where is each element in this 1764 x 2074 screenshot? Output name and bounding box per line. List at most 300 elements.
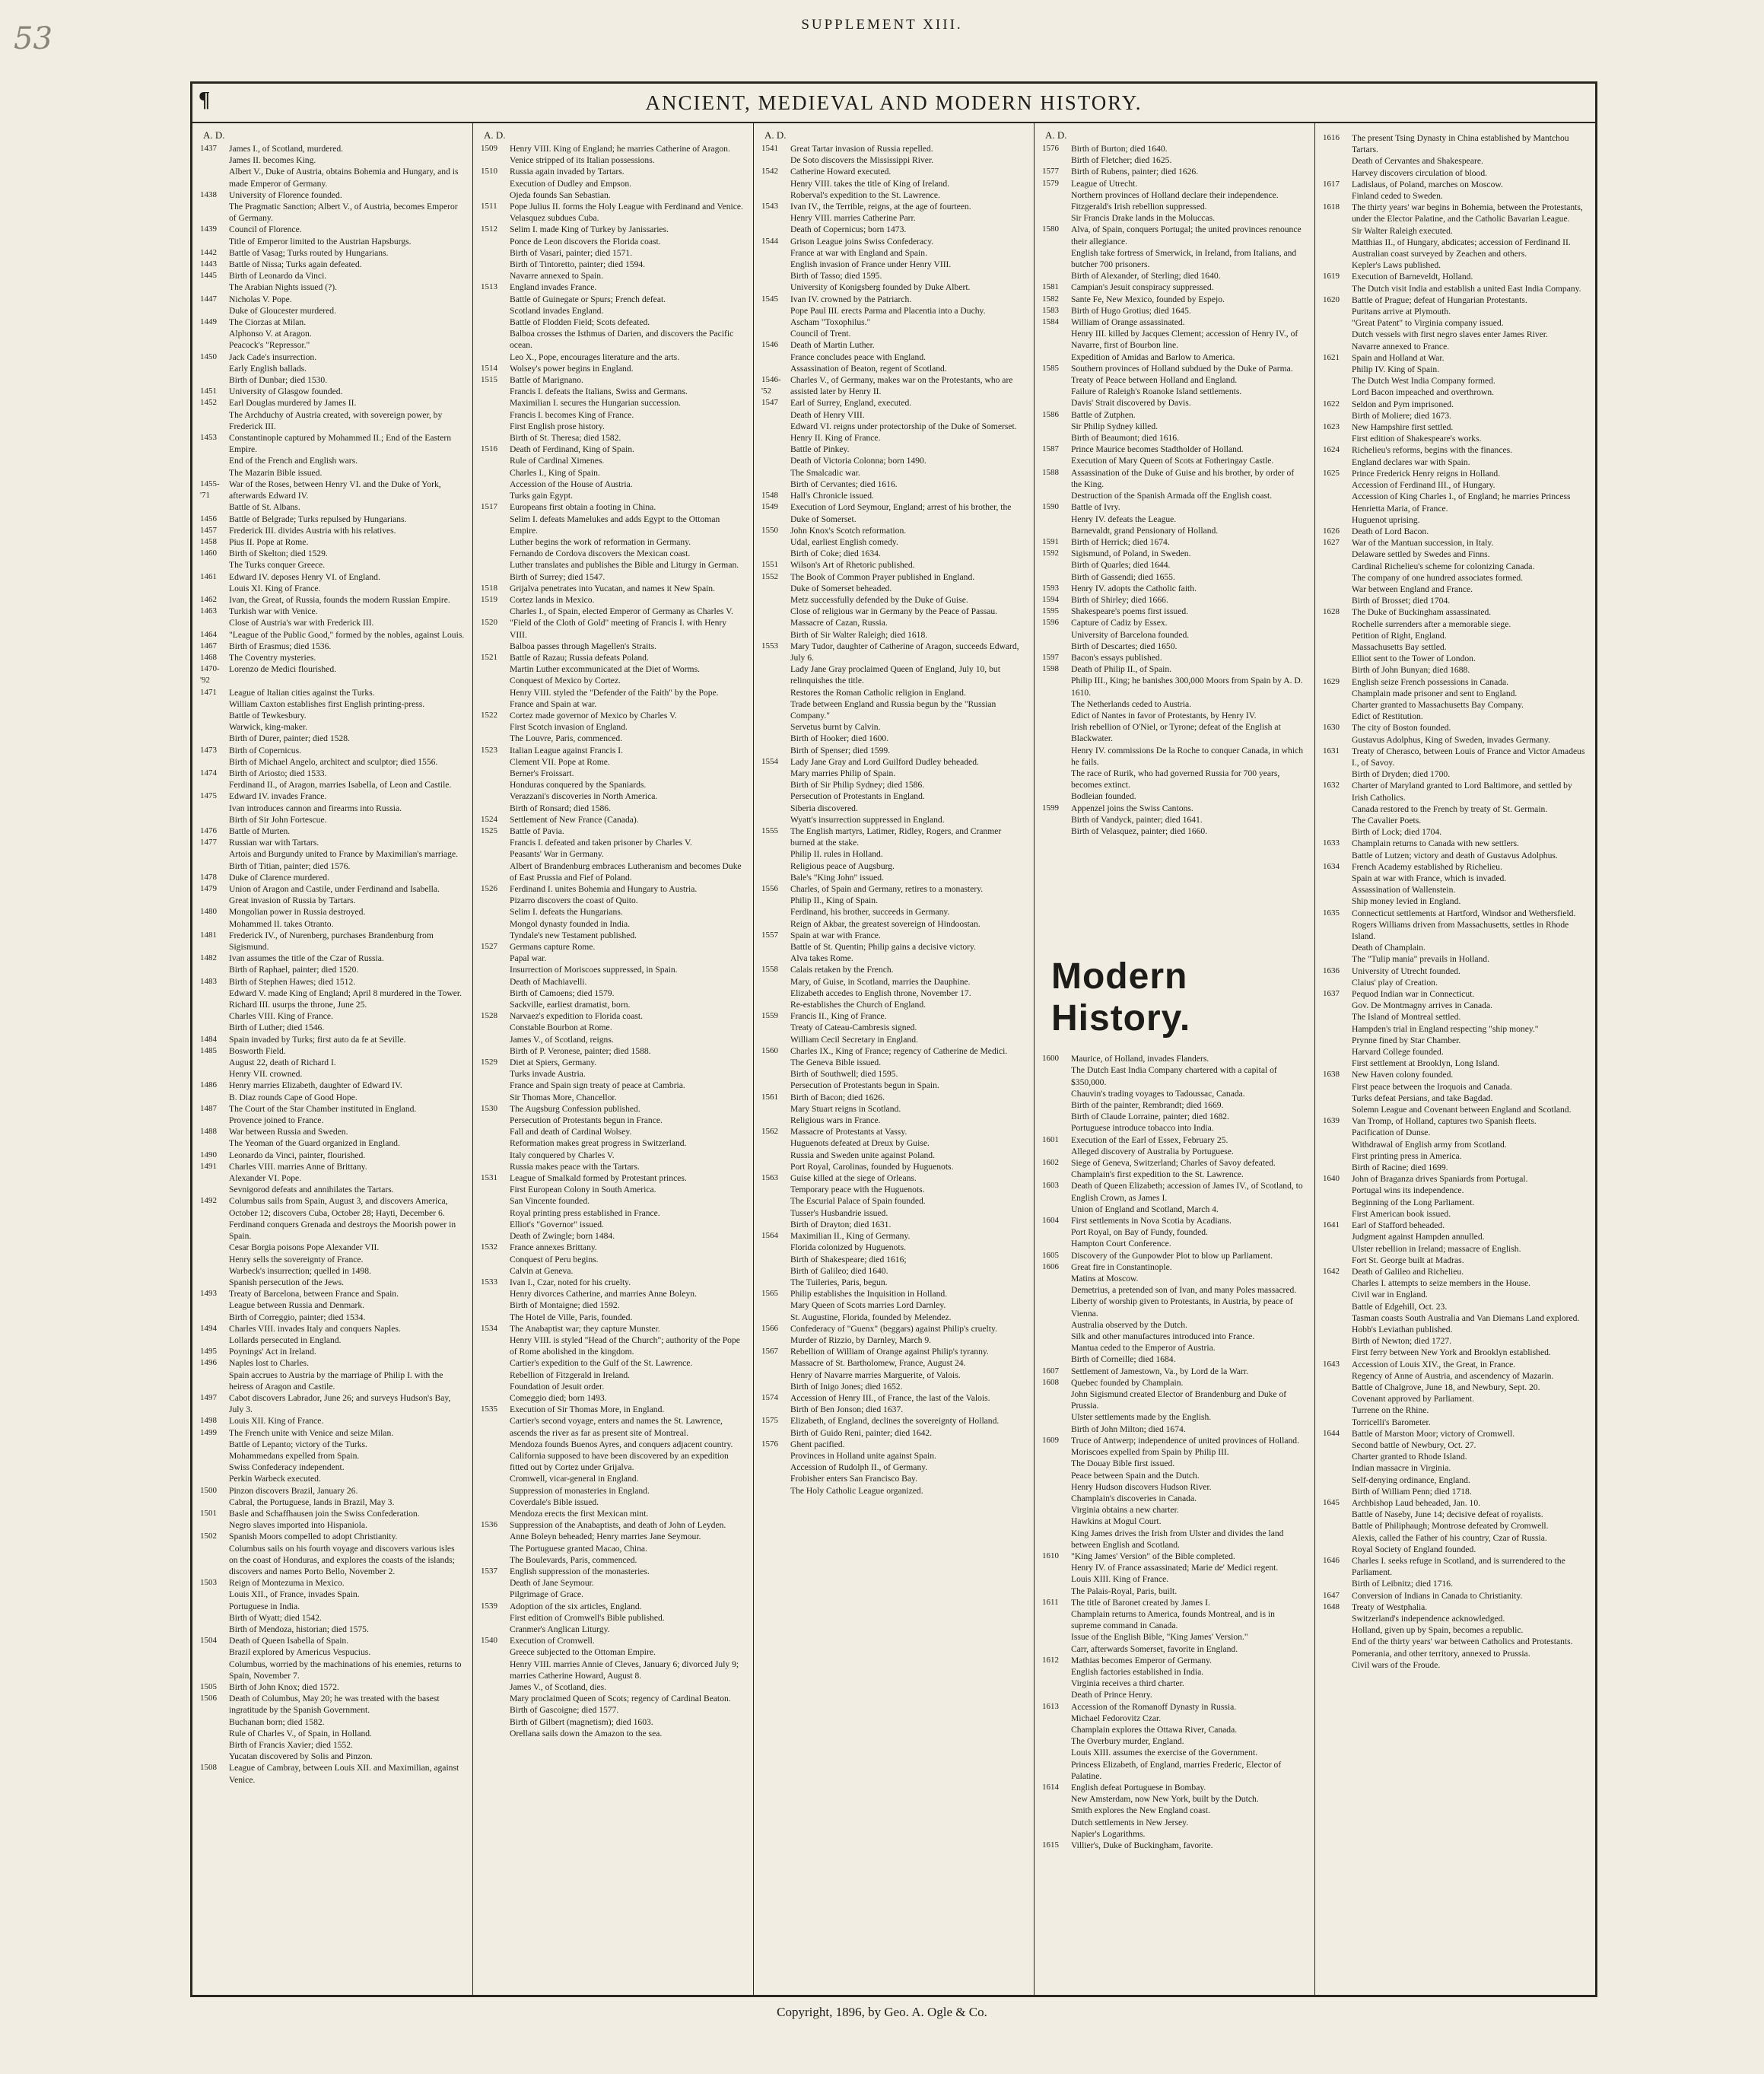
timeline-entry — [481, 617, 745, 640]
entry-year: 1437 — [200, 144, 217, 153]
entry-event: The Arabian Nights issued (?). — [229, 282, 337, 293]
timeline-entry — [200, 1323, 465, 1334]
entry-event: Henry VII. crowned. — [229, 1069, 303, 1080]
entry-year: 1566 — [761, 1323, 778, 1333]
entry-event: Edward V. made King of England; April 8 murdered in the Tower. — [229, 988, 462, 998]
entry-event: Birth of Cervantes; died 1616. — [790, 479, 898, 489]
entry-event: Conversion of Indians in Canada to Christianity. — [1352, 1590, 1523, 1601]
timeline-entry — [200, 1751, 465, 1762]
entry-year — [481, 1288, 510, 1299]
entry-year — [1323, 1093, 1352, 1104]
timeline-entry — [200, 559, 465, 571]
timeline-entry — [761, 1115, 1026, 1126]
entry-year — [761, 918, 790, 930]
entry-year — [761, 1254, 790, 1265]
entry-event: Petition of Right, England. — [1352, 630, 1447, 641]
entry-event: Calais retaken by the French. — [790, 965, 894, 975]
entry-event: Civil war in England. — [1352, 1290, 1428, 1300]
entry-event: Shakespeare's poems first issued. — [1071, 606, 1189, 617]
entry-event: "League of the Public Good," formed by the nobles, against Louis. — [229, 629, 465, 640]
timeline-entry — [481, 1693, 745, 1704]
timeline-entry — [200, 571, 465, 583]
timeline-entry — [481, 1589, 745, 1600]
entry-event: War between Russia and Sweden. — [229, 1127, 348, 1137]
timeline-entry — [761, 1334, 1026, 1346]
entry-event: Duke of Gloucester murdered. — [229, 305, 337, 316]
timeline-entry — [1323, 676, 1588, 688]
entry-event: Seldon and Pym imprisoned. — [1352, 399, 1454, 409]
timeline-entry — [481, 444, 745, 455]
timeline-entry — [481, 1219, 745, 1230]
entry-event: Mendoza erects the first Mexican mint. — [510, 1508, 649, 1519]
entry-year: 1575 — [761, 1416, 778, 1426]
entry-year: 1605 — [1042, 1250, 1059, 1260]
timeline-entry — [481, 687, 745, 698]
entry-event: University of Konigsberg founded by Duke Albert. — [790, 282, 971, 293]
timeline-entry — [200, 1195, 465, 1218]
entry-event: Henry IV. commissions De la Roche to conquer Canada, in which he fails. — [1071, 745, 1304, 767]
entry-year: 1531 — [481, 1173, 497, 1183]
entry-year: 1626 — [1323, 526, 1340, 536]
entry-event: Turks gain Egypt. — [510, 491, 573, 501]
entry-event: Death of Galileo and Richelieu. — [1352, 1266, 1464, 1277]
timeline-entry — [200, 1346, 465, 1357]
entry-year — [481, 756, 510, 768]
timeline-entry — [1323, 375, 1588, 386]
timeline-entry — [481, 1439, 745, 1450]
entry-event: Civil wars of the Froude. — [1352, 1659, 1441, 1670]
entry-year — [481, 1473, 510, 1484]
entry-event: Alphonso V. at Aragon. — [229, 329, 312, 339]
entry-year: 1549 — [761, 502, 778, 512]
entry-event: Navarre annexed to France. — [1352, 341, 1450, 351]
timeline-entry — [761, 143, 1026, 154]
timeline-entry — [1323, 444, 1588, 456]
entry-event: Sir Philip Sydney killed. — [1071, 421, 1159, 431]
timeline-entry — [761, 941, 1026, 953]
entry-year — [1042, 154, 1071, 166]
entry-year — [1323, 1162, 1352, 1173]
entry-event: Massacre of Protestants at Vassy. — [790, 1127, 907, 1137]
entry-event: B. Diaz rounds Cape of Good Hope. — [229, 1092, 358, 1102]
timeline-entry — [481, 270, 745, 282]
entry-event: Southern provinces of Holland subdued by the Duke of Parma. — [1071, 363, 1293, 374]
entry-event: Francis I. defeats the Italians, Swiss and Germans. — [510, 386, 688, 397]
timeline-entry — [1323, 167, 1588, 179]
entry-event: Champlain returns to America, founds Montreal, and is in supreme command in Canada. — [1071, 1608, 1275, 1631]
entry-year — [1323, 341, 1352, 352]
entry-year — [1042, 1689, 1071, 1700]
entry-year — [481, 559, 510, 571]
entry-year — [481, 1161, 510, 1172]
timeline-entry — [481, 883, 745, 895]
timeline-entry — [1042, 1377, 1307, 1388]
entry-event: Champlain returns to Canada with new settlers. — [1352, 838, 1519, 849]
entry-event: Execution of the Earl of Essex, February 25. — [1071, 1134, 1228, 1145]
timeline-entry — [200, 397, 465, 409]
entry-year — [761, 629, 790, 641]
entry-event: Lady Jane Gray and Lord Guilford Dudley beheaded. — [790, 756, 979, 767]
timeline-entry — [1042, 363, 1307, 374]
timeline-entry — [1323, 1555, 1588, 1578]
entry-year: 1618 — [1323, 202, 1340, 212]
timeline-entry — [481, 421, 745, 432]
entry-event: Elizabeth accedes to English throne, November 17. — [790, 988, 971, 998]
entry-event: Port Royal, on Bay of Fundy, founded. — [1071, 1227, 1208, 1238]
entry-year: 1592 — [1042, 549, 1059, 558]
entry-event: Ascham "Toxophilus." — [790, 317, 871, 328]
entry-event: Princess Elizabeth, of England, marries Frederic, Elector of Palatine. — [1071, 1759, 1282, 1781]
entry-event: Charles I., of Spain, elected Emperor of Germany as Charles V. — [510, 606, 733, 617]
entry-year — [481, 1450, 510, 1473]
entry-year — [761, 305, 790, 317]
entry-year — [761, 663, 790, 686]
timeline-entry — [481, 1126, 745, 1137]
entry-event: Battle of Pavia. — [510, 825, 564, 836]
timeline-entry — [481, 918, 745, 930]
timeline-entry — [1323, 1277, 1588, 1289]
entry-year — [1323, 248, 1352, 259]
entry-event: Lollards persecuted in England. — [229, 1334, 342, 1345]
entry-year: 1613 — [1042, 1701, 1059, 1711]
entry-event: Union of England and Scotland, March 4. — [1071, 1204, 1219, 1214]
timeline-entry — [761, 317, 1026, 328]
entry-event: Pius II. Pope at Rome. — [229, 536, 309, 547]
entry-event: Battle of Nissa; Turks again defeated. — [229, 259, 362, 270]
entry-year: 1443 — [200, 259, 217, 269]
timeline-entry — [1323, 479, 1588, 491]
timeline-entry — [200, 339, 465, 351]
entry-event: The Mazarin Bible issued. — [229, 467, 323, 478]
entry-year: 1451 — [200, 386, 217, 396]
entry-event: Ivan introduces cannon and firearms into Russia. — [229, 803, 402, 813]
entry-event: The Hotel de Ville, Paris, founded. — [510, 1312, 633, 1322]
timeline-entry — [761, 305, 1026, 317]
entry-event: Treaty of Barcelona, between France and Spain. — [229, 1289, 399, 1299]
timeline-entry — [761, 1427, 1026, 1439]
timeline-entry — [200, 895, 465, 906]
entry-event: Canada restored to the French by treaty of St. Germain. — [1352, 803, 1548, 814]
entry-year — [200, 1057, 229, 1068]
timeline-entry — [200, 779, 465, 790]
timeline-entry — [481, 803, 745, 814]
timeline-entry — [1323, 1636, 1588, 1647]
entry-year — [1042, 1747, 1071, 1758]
timeline-entry — [1042, 501, 1307, 513]
entry-event: Mohammed II. takes Otranto. — [229, 918, 334, 929]
timeline-entry — [1323, 1602, 1588, 1613]
entry-year: 1576 — [1042, 144, 1059, 153]
timeline-entry — [1042, 1631, 1307, 1643]
entry-event: Ship money levied in England. — [1352, 896, 1461, 907]
entry-year — [1323, 1058, 1352, 1069]
entry-year — [1323, 479, 1352, 491]
entry-event: Orellana sails down the Amazon to the sea. — [510, 1728, 663, 1738]
entry-event: Balboa crosses the Isthmus of Darien, and discovers the Pacific ocean. — [510, 329, 734, 351]
timeline-entry — [200, 1057, 465, 1068]
timeline-entry — [481, 814, 745, 825]
entry-event: August 22, death of Richard I. — [229, 1058, 336, 1068]
timeline-entry — [1042, 166, 1307, 177]
entry-event: The Tuileries, Paris, begun. — [790, 1277, 888, 1287]
entry-event: Pizarro discovers the coast of Quito. — [510, 895, 638, 906]
entry-year — [761, 1057, 790, 1068]
entry-year — [1042, 629, 1071, 641]
entry-year — [481, 999, 510, 1010]
entry-event: Pequod Indian war in Connecticut. — [1352, 989, 1475, 1000]
entry-year — [481, 178, 510, 189]
entry-event: Confederacy of "Guenx" (beggars) against Philip's cruelty. — [790, 1323, 997, 1334]
entry-event: Artois and Burgundy united to France by Maximilian's marriage. — [229, 849, 459, 860]
timeline-entry — [761, 976, 1026, 988]
entry-year — [1323, 259, 1352, 271]
entry-event: The city of Boston founded. — [1352, 723, 1451, 733]
timeline-entry — [200, 1716, 465, 1728]
entry-year: 1590 — [1042, 502, 1059, 512]
timeline-entry — [761, 467, 1026, 479]
entry-event: The company of one hundred associates formed. — [1352, 572, 1524, 583]
entry-event: Birth of John Milton; died 1674. — [1071, 1423, 1186, 1434]
timeline-entry — [1042, 710, 1307, 721]
entry-event: Papal war. — [510, 953, 547, 964]
entry-year — [1323, 641, 1352, 653]
entry-year — [200, 201, 229, 224]
entry-year: 1625 — [1323, 468, 1340, 478]
entry-event: Birth of Coke; died 1634. — [790, 549, 881, 559]
entry-year — [1323, 826, 1352, 838]
timeline-entry — [761, 259, 1026, 270]
entry-event: Wyatt's insurrection suppressed in England. — [790, 814, 945, 825]
entry-year — [1323, 1462, 1352, 1474]
timeline-entry — [761, 1034, 1026, 1045]
entry-year — [1323, 1139, 1352, 1150]
entry-year — [1042, 1713, 1071, 1724]
entry-year: 1632 — [1323, 781, 1340, 790]
entry-year — [1042, 386, 1071, 397]
entry-year — [1323, 549, 1352, 560]
entry-year — [761, 1473, 790, 1484]
entry-year — [481, 351, 510, 363]
entry-event: Close of Austria's war with Frederick III. — [229, 618, 374, 628]
entry-year: 1581 — [1042, 282, 1059, 292]
entry-year: 1543 — [761, 202, 778, 212]
timeline-entry — [1042, 1493, 1307, 1504]
entry-event: The English martyrs, Latimer, Ridley, Rogers, and Cranmer burned at the stake. — [790, 825, 1002, 848]
entry-event: The Island of Montreal settled. — [1352, 1012, 1461, 1023]
entry-event: Birth of Velasquez, painter; died 1660. — [1071, 825, 1208, 836]
entry-year: 1594 — [1042, 594, 1059, 604]
timeline-entry — [1042, 571, 1307, 583]
timeline-entry — [481, 1115, 745, 1126]
timeline-entry — [200, 1022, 465, 1033]
timeline-entry — [200, 1092, 465, 1103]
timeline-entry — [761, 397, 1026, 409]
entry-year — [1042, 1470, 1071, 1481]
entry-event: First settlement at Brooklyn, Long Island. — [1352, 1058, 1500, 1069]
entry-year — [1323, 572, 1352, 584]
entry-year — [761, 768, 790, 779]
timeline-entry — [481, 1659, 745, 1681]
entry-year: 1641 — [1323, 1220, 1340, 1230]
entry-event: Elliot sent to the Tower of London. — [1352, 654, 1476, 664]
entry-event: The French unite with Venice and seize Milan. — [229, 1427, 394, 1438]
entry-year: 1499 — [200, 1427, 217, 1437]
entry-event: Dutch vessels with first negro slaves enter James River. — [1352, 329, 1548, 340]
entry-year — [1042, 1446, 1071, 1458]
entry-event: Birth of Fletcher; died 1625. — [1071, 155, 1172, 166]
entry-year — [1042, 1493, 1071, 1504]
timeline-entry — [1323, 410, 1588, 421]
entry-year — [1042, 571, 1071, 583]
entry-event: Roberval's expedition to the St. Lawrence. — [790, 189, 940, 200]
entry-year — [1042, 1458, 1071, 1469]
entry-event: Issue of the English Bible, "King James' Version." — [1071, 1632, 1248, 1643]
entry-event: England declares war with Spain. — [1352, 456, 1470, 467]
entry-event: Jack Cade's insurrection. — [229, 351, 317, 362]
timeline-entry — [481, 1161, 745, 1172]
entry-year: 1612 — [1042, 1655, 1059, 1665]
timeline-entry — [761, 594, 1026, 606]
timeline-entry — [200, 964, 465, 975]
entry-year — [1042, 768, 1071, 790]
entry-year — [1323, 1312, 1352, 1324]
timeline-entry — [761, 1369, 1026, 1381]
entry-year: 1630 — [1323, 723, 1340, 733]
timeline-entry — [761, 883, 1026, 895]
entry-event: Kepler's Laws published. — [1352, 260, 1441, 271]
entry-year — [761, 617, 790, 628]
entry-year: 1601 — [1042, 1134, 1059, 1144]
entry-event: Virginia obtains a new charter. — [1071, 1505, 1179, 1516]
entry-event: Poynings' Act in Ireland. — [229, 1347, 316, 1357]
entry-event: Cabot discovers Labrador, June 26; and surveys Hudson's Bay, July 3. — [229, 1392, 451, 1415]
entry-event: Duke of Somerset beheaded. — [790, 583, 892, 593]
timeline-entry — [1323, 1023, 1588, 1035]
entry-event: Ferdinand I. unites Bohemia and Hungary to Austria. — [510, 884, 698, 894]
entry-year: 1644 — [1323, 1428, 1340, 1438]
entry-event: Charles VIII. invades Italy and conquers Naples. — [229, 1323, 401, 1334]
entry-event: Henry II. King of France. — [790, 433, 881, 444]
entry-event: Rebellion of William of Orange against Philip's tyranny. — [790, 1347, 989, 1357]
entry-year — [761, 1034, 790, 1045]
timeline-entry — [200, 641, 465, 652]
entry-year: 1495 — [200, 1347, 217, 1357]
timeline-entry — [1323, 641, 1588, 653]
timeline-entry — [1042, 212, 1307, 224]
entry-year — [481, 1589, 510, 1600]
entry-event: Mary Tudor, daughter of Catherine of Aragon, succeeds Edward, July 6. — [790, 641, 1019, 663]
timeline-entry — [1323, 1417, 1588, 1428]
timeline-entry — [1042, 1528, 1307, 1551]
timeline-entry — [200, 351, 465, 363]
entry-year — [761, 1312, 790, 1323]
entry-year: 1460 — [200, 549, 217, 558]
entry-year: 1483 — [200, 976, 217, 986]
timeline-entry — [761, 363, 1026, 374]
entry-year — [1323, 584, 1352, 595]
entry-event: Death of Victoria Colonna; born 1490. — [790, 456, 926, 466]
entry-event: Maurice, of Holland, invades Flanders. — [1071, 1054, 1209, 1064]
timeline-entry — [481, 675, 745, 686]
timeline-entry — [1042, 1701, 1307, 1713]
entry-year — [481, 421, 510, 432]
entry-event: Assassination of the Duke of Guise and his brother, by order of the King. — [1071, 467, 1295, 489]
timeline-entry — [1042, 1689, 1307, 1700]
entry-year — [761, 421, 790, 432]
entry-event: Accession of Louis XIV., the Great, in France. — [1352, 1359, 1516, 1369]
entry-event: The thirty years' war begins in Bohemia, between the Protestants, under the Elector Palatine, and the Catholic Bavarian League. — [1352, 202, 1583, 224]
timeline-entry — [481, 1254, 745, 1265]
timeline-entry — [481, 698, 745, 710]
timeline-entry — [481, 1485, 745, 1497]
entry-event: Mantua ceded to the Emperor of Austria. — [1071, 1343, 1216, 1354]
entry-year — [761, 733, 790, 744]
timeline-entry — [761, 1242, 1026, 1253]
entry-event: Yucatan discovered by Solis and Pinzon. — [229, 1751, 373, 1762]
entry-event: Cardinal Richelieu's scheme for colonizing Canada. — [1352, 561, 1535, 571]
entry-year — [1042, 455, 1071, 466]
entry-year — [1042, 1481, 1071, 1493]
timeline-entry — [1323, 1532, 1588, 1544]
entry-year: 1493 — [200, 1289, 217, 1299]
entry-year: 1478 — [200, 872, 217, 882]
entry-event: Frobisher enters San Francisco Bay. — [790, 1474, 917, 1484]
entry-event: Birth of Francis Xavier; died 1552. — [229, 1740, 353, 1751]
timeline-entry — [1323, 1208, 1588, 1220]
entry-event: Italian League against Francis I. — [510, 745, 624, 755]
entry-event: Charles VIII. marries Anne of Brittany. — [229, 1161, 367, 1172]
entry-year — [481, 1230, 510, 1242]
entry-event: Rogers Williams driven from Massachusetts, settles in Rhode Island. — [1352, 919, 1569, 942]
timeline-entry — [1042, 1157, 1307, 1169]
entry-year — [481, 768, 510, 779]
entry-event: Elizabeth, of England, declines the sovereignty of Holland. — [790, 1416, 1000, 1427]
entry-year — [200, 1473, 229, 1484]
entry-event: English suppression of the monasteries. — [510, 1566, 650, 1576]
entry-event: Italy conquered by Charles V. — [510, 1150, 615, 1160]
entry-year: 1539 — [481, 1601, 497, 1611]
entry-event: Provence joined to France. — [229, 1115, 324, 1126]
entry-event: Solemn League and Covenant between England and Scotland. — [1352, 1105, 1572, 1115]
timeline-entry — [481, 409, 745, 421]
timeline-entry — [200, 1589, 465, 1600]
timeline-entry — [200, 259, 465, 270]
entry-event: Death of Prince Henry. — [1071, 1690, 1152, 1700]
timeline-entry — [1042, 652, 1307, 663]
entry-event: Constantinople captured by Mohammed II.; End of the Eastern Empire. — [229, 433, 452, 455]
timeline-entry — [481, 745, 745, 756]
timeline-entry — [1323, 572, 1588, 584]
entry-year: 1586 — [1042, 409, 1059, 419]
entry-event: Columbus, worried by the machinations of his enemies, returns to Spain, November 7. — [229, 1659, 462, 1681]
ornament-icon: ¶ — [199, 88, 212, 112]
timeline-entry — [761, 641, 1026, 663]
entry-event: War of the Mantuan succession, in Italy. — [1352, 538, 1494, 549]
timeline-entry — [1323, 977, 1588, 988]
entry-event: Connecticut settlements at Hartford, Windsor and Wethersfield. — [1352, 908, 1576, 918]
entry-event: Champlain made prisoner and sent to England. — [1352, 688, 1518, 698]
entry-event: Truce of Antwerp; independence of united provinces of Holland. — [1071, 1435, 1299, 1446]
timeline-entry — [1042, 814, 1307, 825]
timeline-entry — [200, 1681, 465, 1693]
entry-event: The Escurial Palace of Spain founded. — [790, 1196, 926, 1207]
timeline-entry — [1323, 988, 1588, 1000]
entry-event: League of Cambray, between Louis XII. and Maximilian, against Venice. — [229, 1763, 459, 1785]
entry-year — [1042, 1423, 1071, 1435]
entry-year — [761, 1080, 790, 1091]
timeline-entry — [200, 1659, 465, 1681]
timeline-entry — [1323, 1324, 1588, 1335]
